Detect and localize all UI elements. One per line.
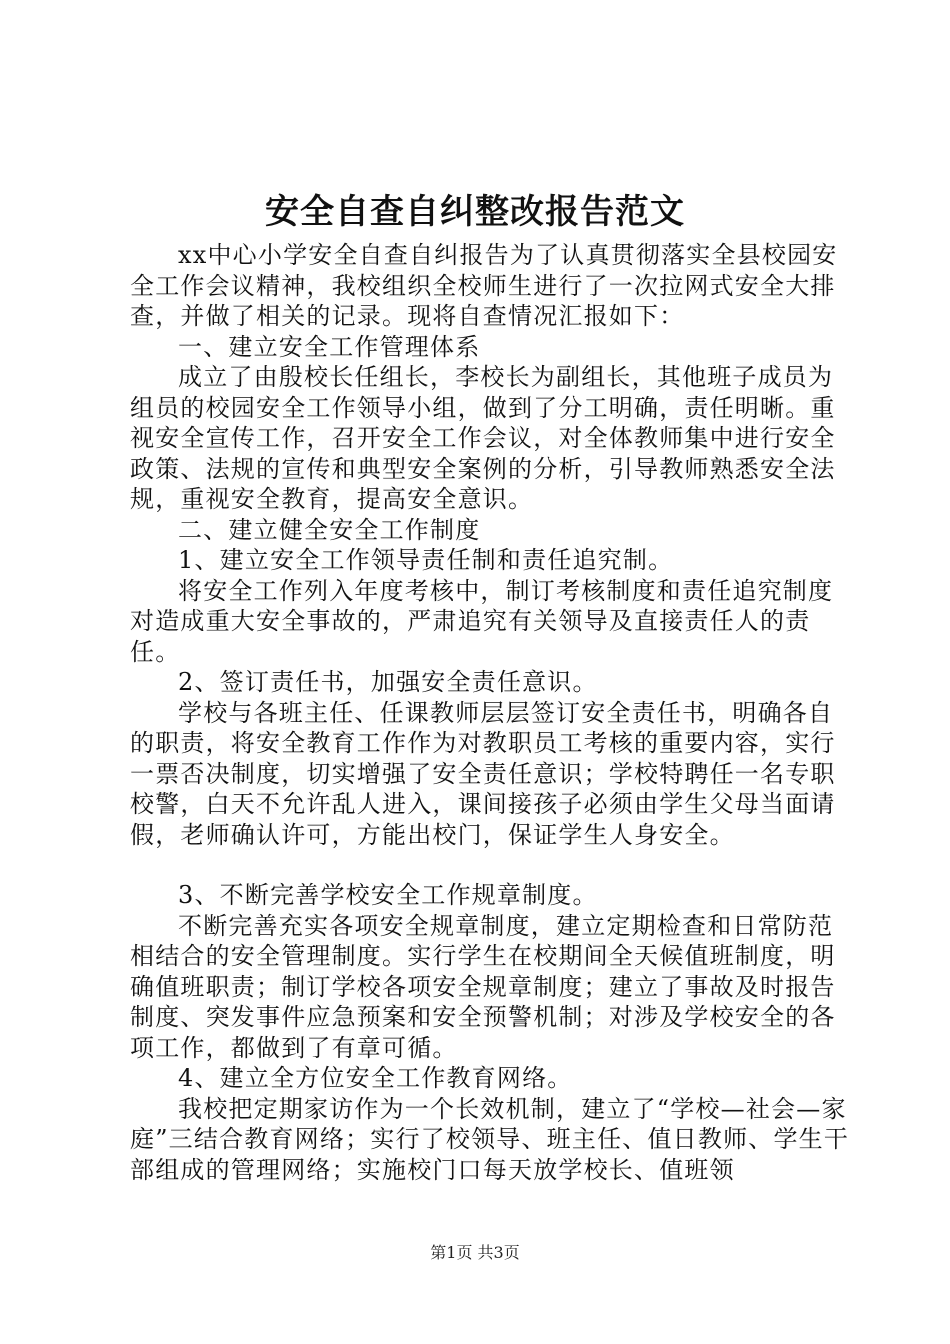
- paragraph-item-1: 将安全工作列入年度考核中，制订考核制度和责任追究制度对造成重大安全事故的，严肃追究有关领导及直接责任人的责任。: [130, 576, 834, 666]
- subheading-item-3: 3、不断完善学校安全工作规章制度。: [178, 881, 598, 909]
- document-title: 安全自查自纠整改报告范文: [265, 192, 685, 232]
- paragraph-item-4: 我校把定期家访作为一个长效机制，建立了“学校—社会—家庭”三结合教育网络；实行了校领导、班主任、值日教师、学生干部组成的管理网络；实施校门口每天放学校长、值班领: [130, 1094, 850, 1184]
- paragraph-intro: xx中心小学安全自查自纠报告为了认真贯彻落实全县校园安全工作会议精神，我校组织全校师生进行了一次拉网式安全大排查，并做了相关的记录。现将自查情况汇报如下：: [130, 241, 838, 330]
- subheading-item-4: 4、建立全方位安全工作教育网络。: [178, 1064, 573, 1092]
- document-body: [130, 240, 850, 1185]
- paragraph-section-1: 成立了由殷校长任组长，李校长为副组长，其他班子成员为组员的校园安全工作领导小组，做到了分工明确，责任明晰。重视安全宣传工作，召开安全工作会议，对全体教师集中进行安全政策、法规的宣传和典型安全案例的分析，引导教师熟悉安全法规，重视安全教育，提高安全意识。: [130, 363, 836, 513]
- page-footer: 第1页 共3页: [430, 1243, 520, 1262]
- subheading-item-2: 2、签订责任书，加强安全责任意识。: [178, 668, 598, 696]
- paragraph-item-2: 学校与各班主任、任课教师层层签订安全责任书，明确各自的职责，将安全教育工作作为对教职员工考核的重要内容，实行一票否决制度，切实增强了安全责任意识；学校特聘任一名专职校警，白天不允许乱人进入，课间接孩子必须由学生父母当面请假，老师确认许可，方能出校门，保证学生人身安全。: [130, 698, 836, 849]
- heading-section-1: 一、建立安全工作管理体系: [178, 332, 481, 361]
- subheading-item-1: 1、建立安全工作领导责任制和责任追究制。: [178, 546, 674, 574]
- heading-section-2: 二、建立健全安全工作制度: [178, 515, 481, 544]
- paragraph-item-3: 不断完善充实各项安全规章制度，建立定期检查和日常防范相结合的安全管理制度。实行学生在校期间全天候值班制度，明确值班职责；制订学校各项安全规章制度；建立了事故及时报告制度、突发事件应急预案和安全预警机制；对涉及学校安全的各项工作，都做到了有章可循。: [130, 911, 836, 1062]
